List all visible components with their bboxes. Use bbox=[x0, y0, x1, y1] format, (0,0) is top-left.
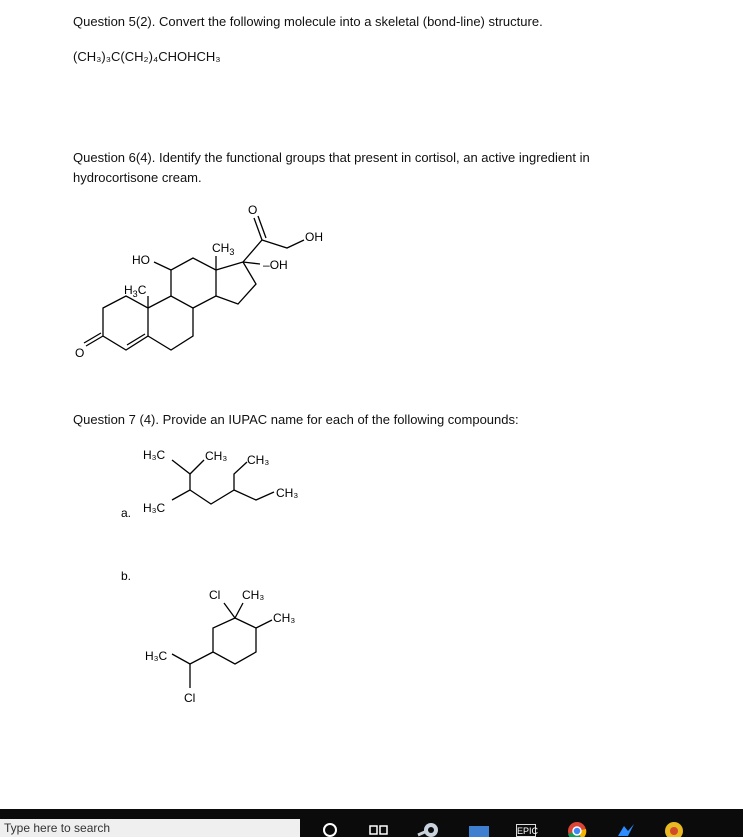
epic-games-icon[interactable]: EPIC bbox=[517, 826, 539, 836]
compound-b-label: b. bbox=[121, 569, 132, 583]
cortisol-ho: HO bbox=[132, 253, 150, 267]
cortisol-oh-top: OH bbox=[305, 230, 323, 244]
compound-a-structure bbox=[121, 448, 298, 520]
compound-a-ch3-1: CH₃ bbox=[205, 449, 228, 463]
taskbar-search-input[interactable]: Type here to search bbox=[0, 819, 300, 837]
app-icon[interactable] bbox=[662, 820, 686, 837]
compound-b-h3c: H₃C bbox=[145, 649, 168, 663]
chrome-icon[interactable] bbox=[565, 820, 589, 837]
compound-a-h3c-top: H₃C bbox=[143, 448, 166, 462]
question-6-text: Question 6(4). Identify the functional groups that present in cortisol, an active ingredient in hydrocortisone cream. bbox=[73, 150, 590, 185]
cortisol-ketone-o: O bbox=[248, 203, 258, 217]
compound-b-structure bbox=[121, 569, 295, 705]
folder-icon[interactable] bbox=[468, 820, 490, 837]
messenger-icon[interactable] bbox=[614, 820, 638, 837]
question-5-text: Question 5(2). Convert the following molecule into a skeletal (bond-line) structure. bbox=[73, 14, 543, 29]
compound-a-label: a. bbox=[121, 506, 132, 520]
steam-icon[interactable] bbox=[415, 820, 441, 837]
task-view-icon[interactable] bbox=[368, 820, 390, 837]
compound-b-ch3-right: CH₃ bbox=[273, 611, 296, 625]
compound-b-cl-bottom: Cl bbox=[184, 691, 196, 705]
compound-a-ch3-2: CH₃ bbox=[247, 453, 270, 467]
compound-a-ch3-right: CH₃ bbox=[276, 486, 299, 500]
question-5-formula: (CH₃)₃C(CH₂)₄CHOHCH₃ bbox=[73, 49, 221, 64]
compound-b-cl-top: Cl bbox=[209, 588, 221, 602]
cortisol-ch3: $CH_3$ bbox=[212, 241, 235, 257]
question-7-text: Question 7 (4). Provide an IUPAC name for each of the following compounds: bbox=[73, 412, 519, 427]
cortana-icon[interactable] bbox=[320, 820, 340, 837]
compound-b-ch3-top: CH₃ bbox=[242, 588, 265, 602]
cortisol-h3c: $H_3C$ bbox=[124, 283, 147, 299]
cortisol-oh-ring: –OH bbox=[263, 258, 288, 272]
cortisol-structure bbox=[75, 203, 323, 360]
compound-a-h3c-bottom: H₃C bbox=[143, 501, 166, 515]
cortisol-o-left: O bbox=[75, 346, 85, 360]
